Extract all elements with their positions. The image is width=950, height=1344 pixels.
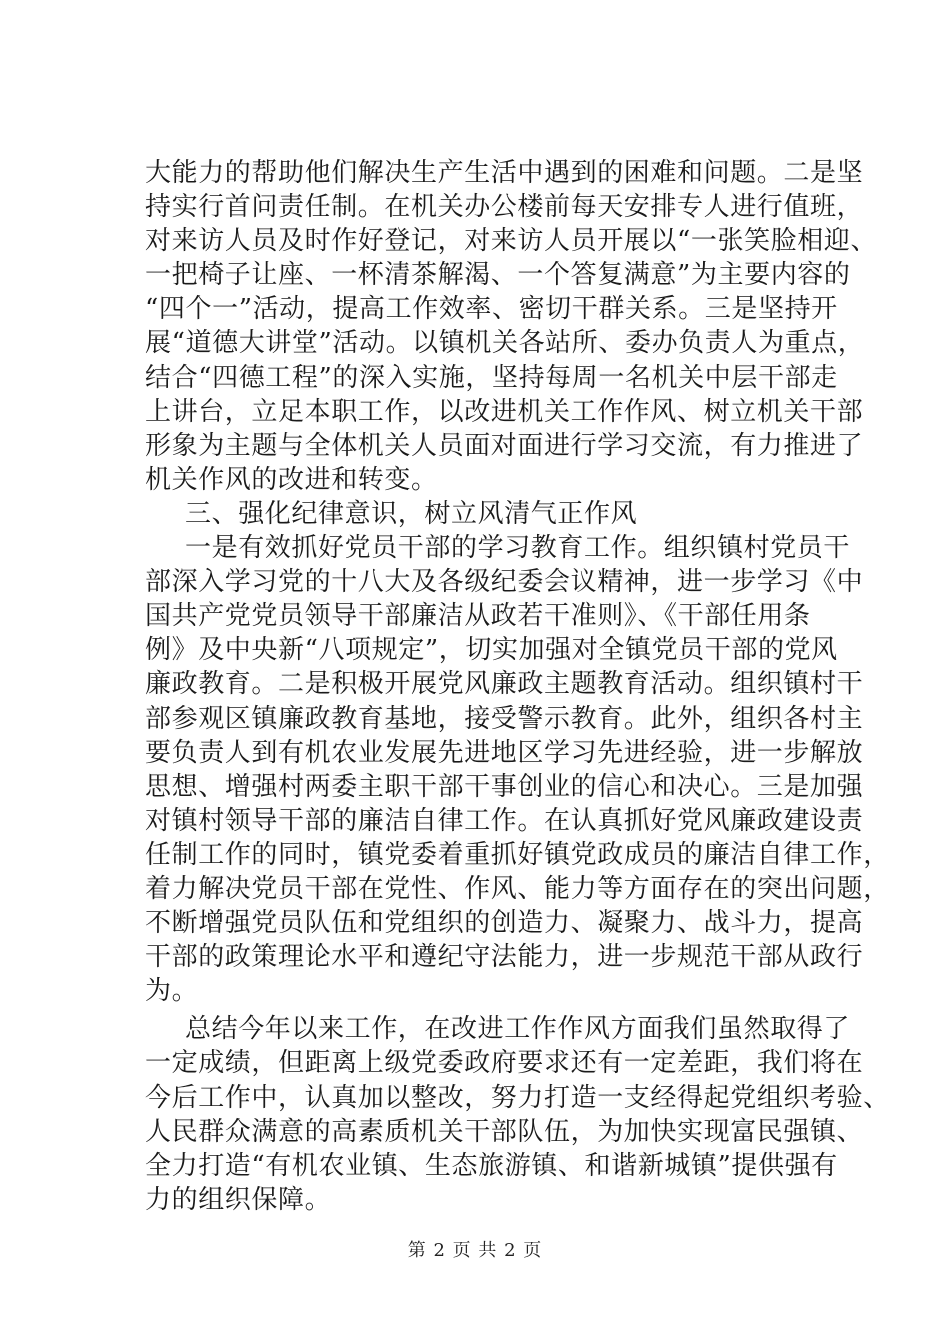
paragraph-line: 持实行首问责任制。在机关办公楼前每天安排专人进行值班， — [145, 192, 864, 223]
paragraph-line: 力的组织保障。 — [145, 1184, 332, 1215]
paragraph-line: 廉政教育。二是积极开展党风廉政主题教育活动。组织镇村干 — [145, 669, 864, 700]
document-body — [145, 156, 890, 1217]
paragraph-line: 一是有效抓好党员干部的学习教育工作。组织镇村党员干 — [185, 533, 851, 564]
paragraph-line: 今后工作中，认真加以整改，努力打造一支经得起党组织考验、 — [145, 1082, 890, 1113]
paragraph-line: 结合“四德工程”的深入实施，坚持每周一名机关中层干部走 — [145, 362, 838, 393]
paragraph-line: 部深入学习党的十八大及各级纪委会议精神，进一步学习《中 — [145, 567, 864, 598]
page-number-footer: 第 2 页 共 2 页 — [407, 1240, 543, 1261]
paragraph-line: 任制工作的同时，镇党委着重抓好镇党政成员的廉洁自律工作， — [145, 839, 890, 870]
paragraph-line: 一把椅子让座、一杯清茶解渴、一个答复满意”为主要内容的 — [145, 260, 851, 291]
paragraph-line: 为。 — [145, 976, 199, 1007]
paragraph-line: 大能力的帮助他们解决生产生活中遇到的困难和问题。二是坚 — [145, 158, 864, 188]
paragraph-line: 国共产党党员领导干部廉洁从政若干准则》、《干部任用条 — [145, 601, 811, 632]
paragraph-line: 形象为主题与全体机关人员面对面进行学习交流，有力推进了 — [145, 430, 864, 461]
paragraph-line: 思想、增强村两委主职干部干事创业的信心和决心。三是加强 — [145, 771, 864, 802]
paragraph-line: 一定成绩，但距离上级党委政府要求还有一定差距，我们将在 — [145, 1048, 864, 1079]
paragraph-line: 着力解决党员干部在党性、作风、能力等方面存在的突出问题， — [145, 873, 890, 904]
paragraph-line: 部参观区镇廉政教育基地，接受警示教育。此外，组织各村主 — [145, 703, 864, 734]
paragraph-line: 例》及中央新“八项规定”，切实加强对全镇党员干部的党风 — [145, 635, 838, 666]
paragraph-line: “四个一”活动，提高工作效率、密切干群关系。三是坚持开 — [145, 294, 838, 325]
paragraph-line: 人民群众满意的高素质机关干部队伍，为加快实现富民强镇、 — [145, 1116, 864, 1147]
paragraph-line: 要负责人到有机农业发展先进地区学习先进经验，进一步解放 — [145, 737, 864, 768]
paragraph-line: 干部的政策理论水平和遵纪守法能力，进一步规范干部从政行 — [145, 942, 864, 973]
section-heading: 三、强化纪律意识，树立风清气正作风 — [185, 498, 638, 529]
paragraph-line: 全力打造“有机农业镇、生态旅游镇、和谐新城镇”提供强有 — [145, 1150, 838, 1181]
paragraph-line: 对镇村领导干部的廉洁自律工作。在认真抓好党风廉政建设责 — [145, 805, 864, 836]
paragraph-line: 机关作风的改进和转变。 — [145, 464, 438, 495]
paragraph-line: 展“道德大讲堂”活动。以镇机关各站所、委办负责人为重点， — [145, 328, 865, 359]
paragraph-line: 不断增强党员队伍和党组织的创造力、凝聚力、战斗力，提高 — [145, 908, 864, 939]
paragraph-line: 总结今年以来工作，在改进工作作风方面我们虽然取得了 — [185, 1014, 851, 1045]
paragraph-line: 上讲台，立足本职工作，以改进机关工作作风、树立机关干部 — [145, 396, 864, 427]
paragraph-line: 对来访人员及时作好登记，对来访人员开展以“一张笑脸相迎、 — [145, 226, 878, 257]
